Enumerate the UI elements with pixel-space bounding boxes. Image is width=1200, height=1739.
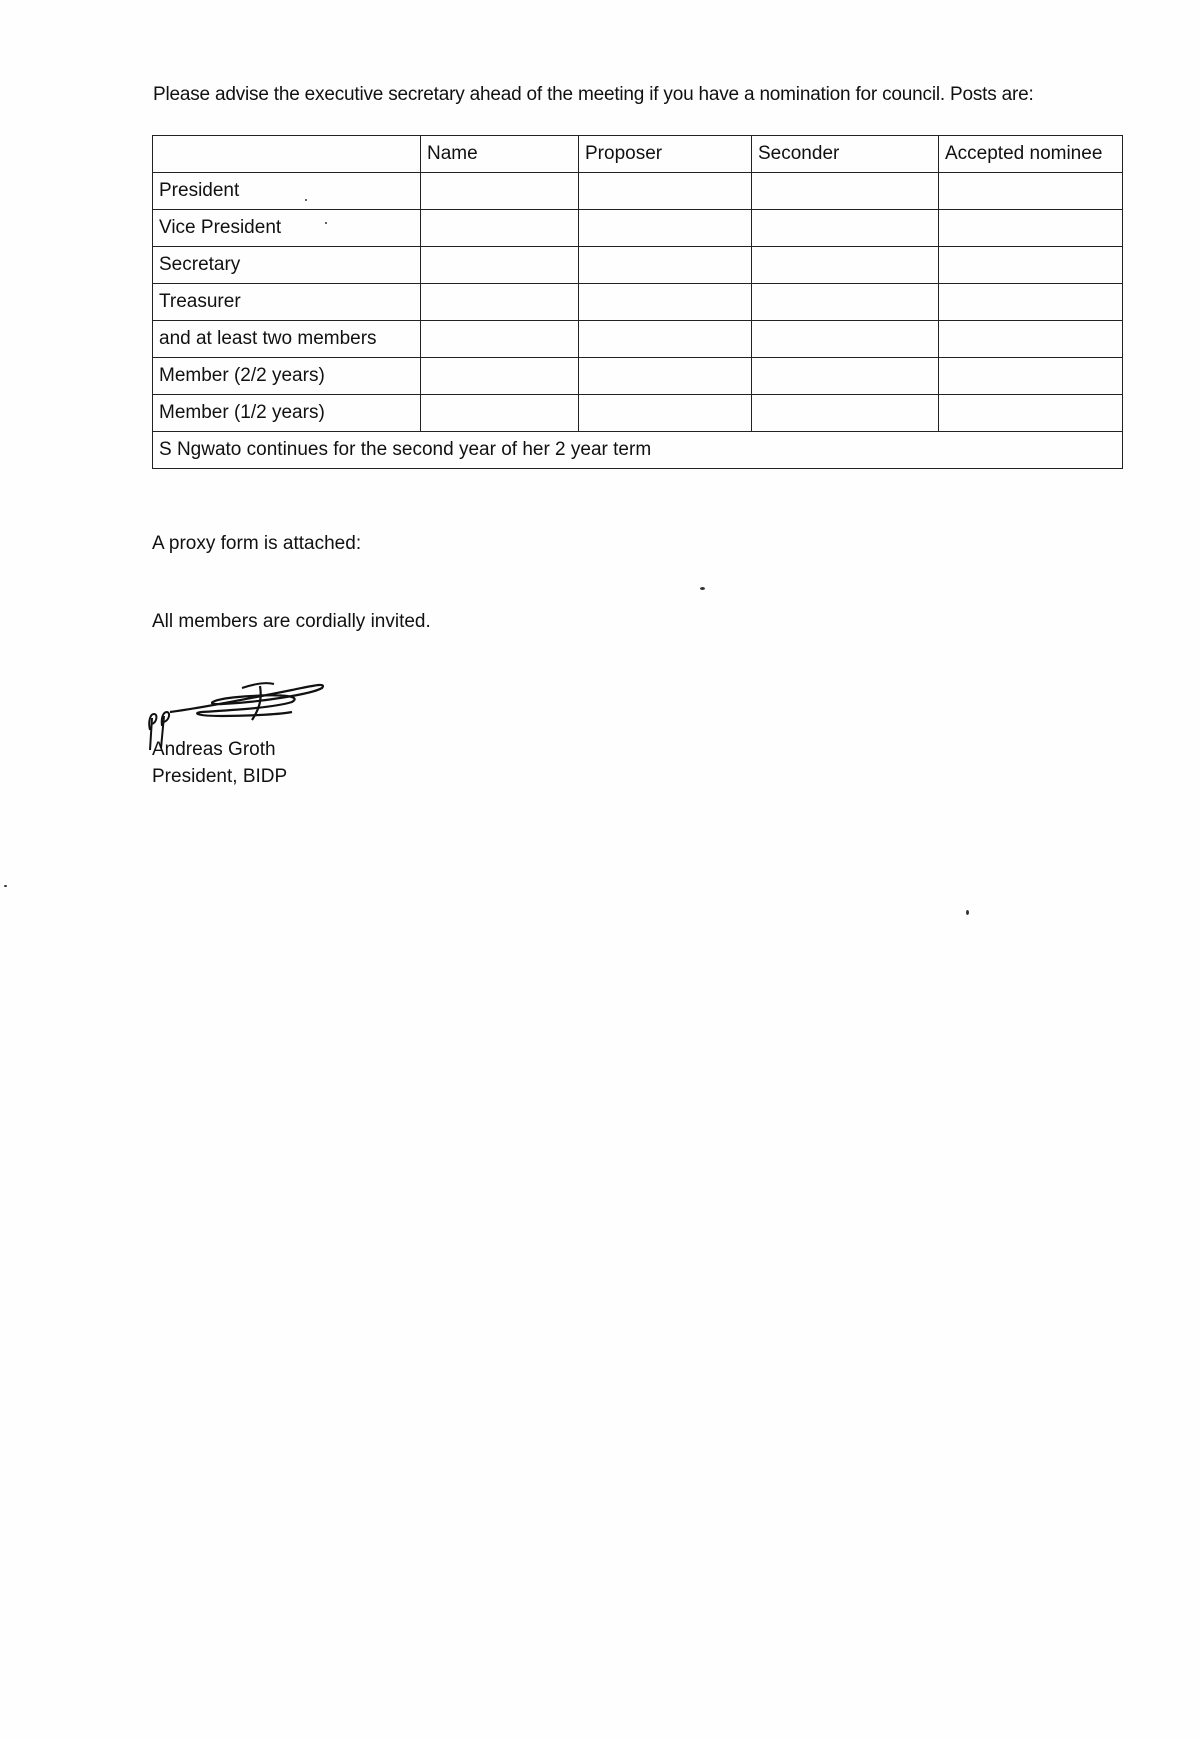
name-cell xyxy=(421,247,579,284)
signatory-name: Andreas Groth xyxy=(152,739,276,760)
accepted-nominee-cell xyxy=(939,321,1123,358)
seconder-cell xyxy=(752,395,939,432)
name-cell xyxy=(421,358,579,395)
accepted-nominee-cell xyxy=(939,173,1123,210)
table-row xyxy=(153,247,1123,284)
footer-note: S Ngwato continues for the second year of her 2 year term xyxy=(153,432,1123,469)
intro-paragraph: Please advise the executive secretary ahead of the meeting if you have a nomination for council. Posts are: xyxy=(153,84,1034,105)
accepted-nominee-cell xyxy=(939,358,1123,395)
seconder-cell xyxy=(752,247,939,284)
post-label: and at least two members xyxy=(153,321,421,358)
accepted-nominee-cell xyxy=(939,247,1123,284)
header-cell-post xyxy=(153,136,421,173)
table-row xyxy=(153,210,1123,247)
scan-speck xyxy=(966,910,969,915)
table-row xyxy=(153,173,1123,210)
proposer-cell xyxy=(579,210,752,247)
name-cell xyxy=(421,173,579,210)
table-row xyxy=(153,284,1123,321)
table-row xyxy=(153,395,1123,432)
proxy-note: A proxy form is attached: xyxy=(152,533,362,554)
scan-speck xyxy=(4,885,7,887)
post-label: Treasurer xyxy=(153,284,421,321)
name-cell xyxy=(421,395,579,432)
scan-speck xyxy=(305,199,307,201)
header-cell-name: Name xyxy=(421,136,579,173)
header-cell-proposer: Proposer xyxy=(579,136,752,173)
scan-speck xyxy=(700,587,705,590)
proposer-cell xyxy=(579,395,752,432)
table-row xyxy=(153,321,1123,358)
proposer-cell xyxy=(579,321,752,358)
accepted-nominee-cell xyxy=(939,210,1123,247)
invitation-note: All members are cordially invited. xyxy=(152,611,431,632)
table-header-row xyxy=(153,136,1123,173)
accepted-nominee-cell xyxy=(939,395,1123,432)
header-cell-accepted-nominee: Accepted nominee xyxy=(939,136,1123,173)
seconder-cell xyxy=(752,173,939,210)
seconder-cell xyxy=(752,358,939,395)
proposer-cell xyxy=(579,247,752,284)
signatory-title: President, BIDP xyxy=(152,766,288,787)
seconder-cell xyxy=(752,284,939,321)
proposer-cell xyxy=(579,358,752,395)
name-cell xyxy=(421,284,579,321)
seconder-cell xyxy=(752,321,939,358)
header-cell-seconder: Seconder xyxy=(752,136,939,173)
table-row xyxy=(153,358,1123,395)
name-cell xyxy=(421,321,579,358)
table-footer-row xyxy=(153,432,1123,469)
nominations-table xyxy=(152,135,1123,469)
proposer-cell xyxy=(579,284,752,321)
post-label: President xyxy=(153,173,421,210)
post-label: Member (1/2 years) xyxy=(153,395,421,432)
post-label: Vice President xyxy=(153,210,421,247)
scan-speck xyxy=(325,222,327,224)
accepted-nominee-cell xyxy=(939,284,1123,321)
seconder-cell xyxy=(752,210,939,247)
proposer-cell xyxy=(579,173,752,210)
post-label: Member (2/2 years) xyxy=(153,358,421,395)
name-cell xyxy=(421,210,579,247)
post-label: Secretary xyxy=(153,247,421,284)
